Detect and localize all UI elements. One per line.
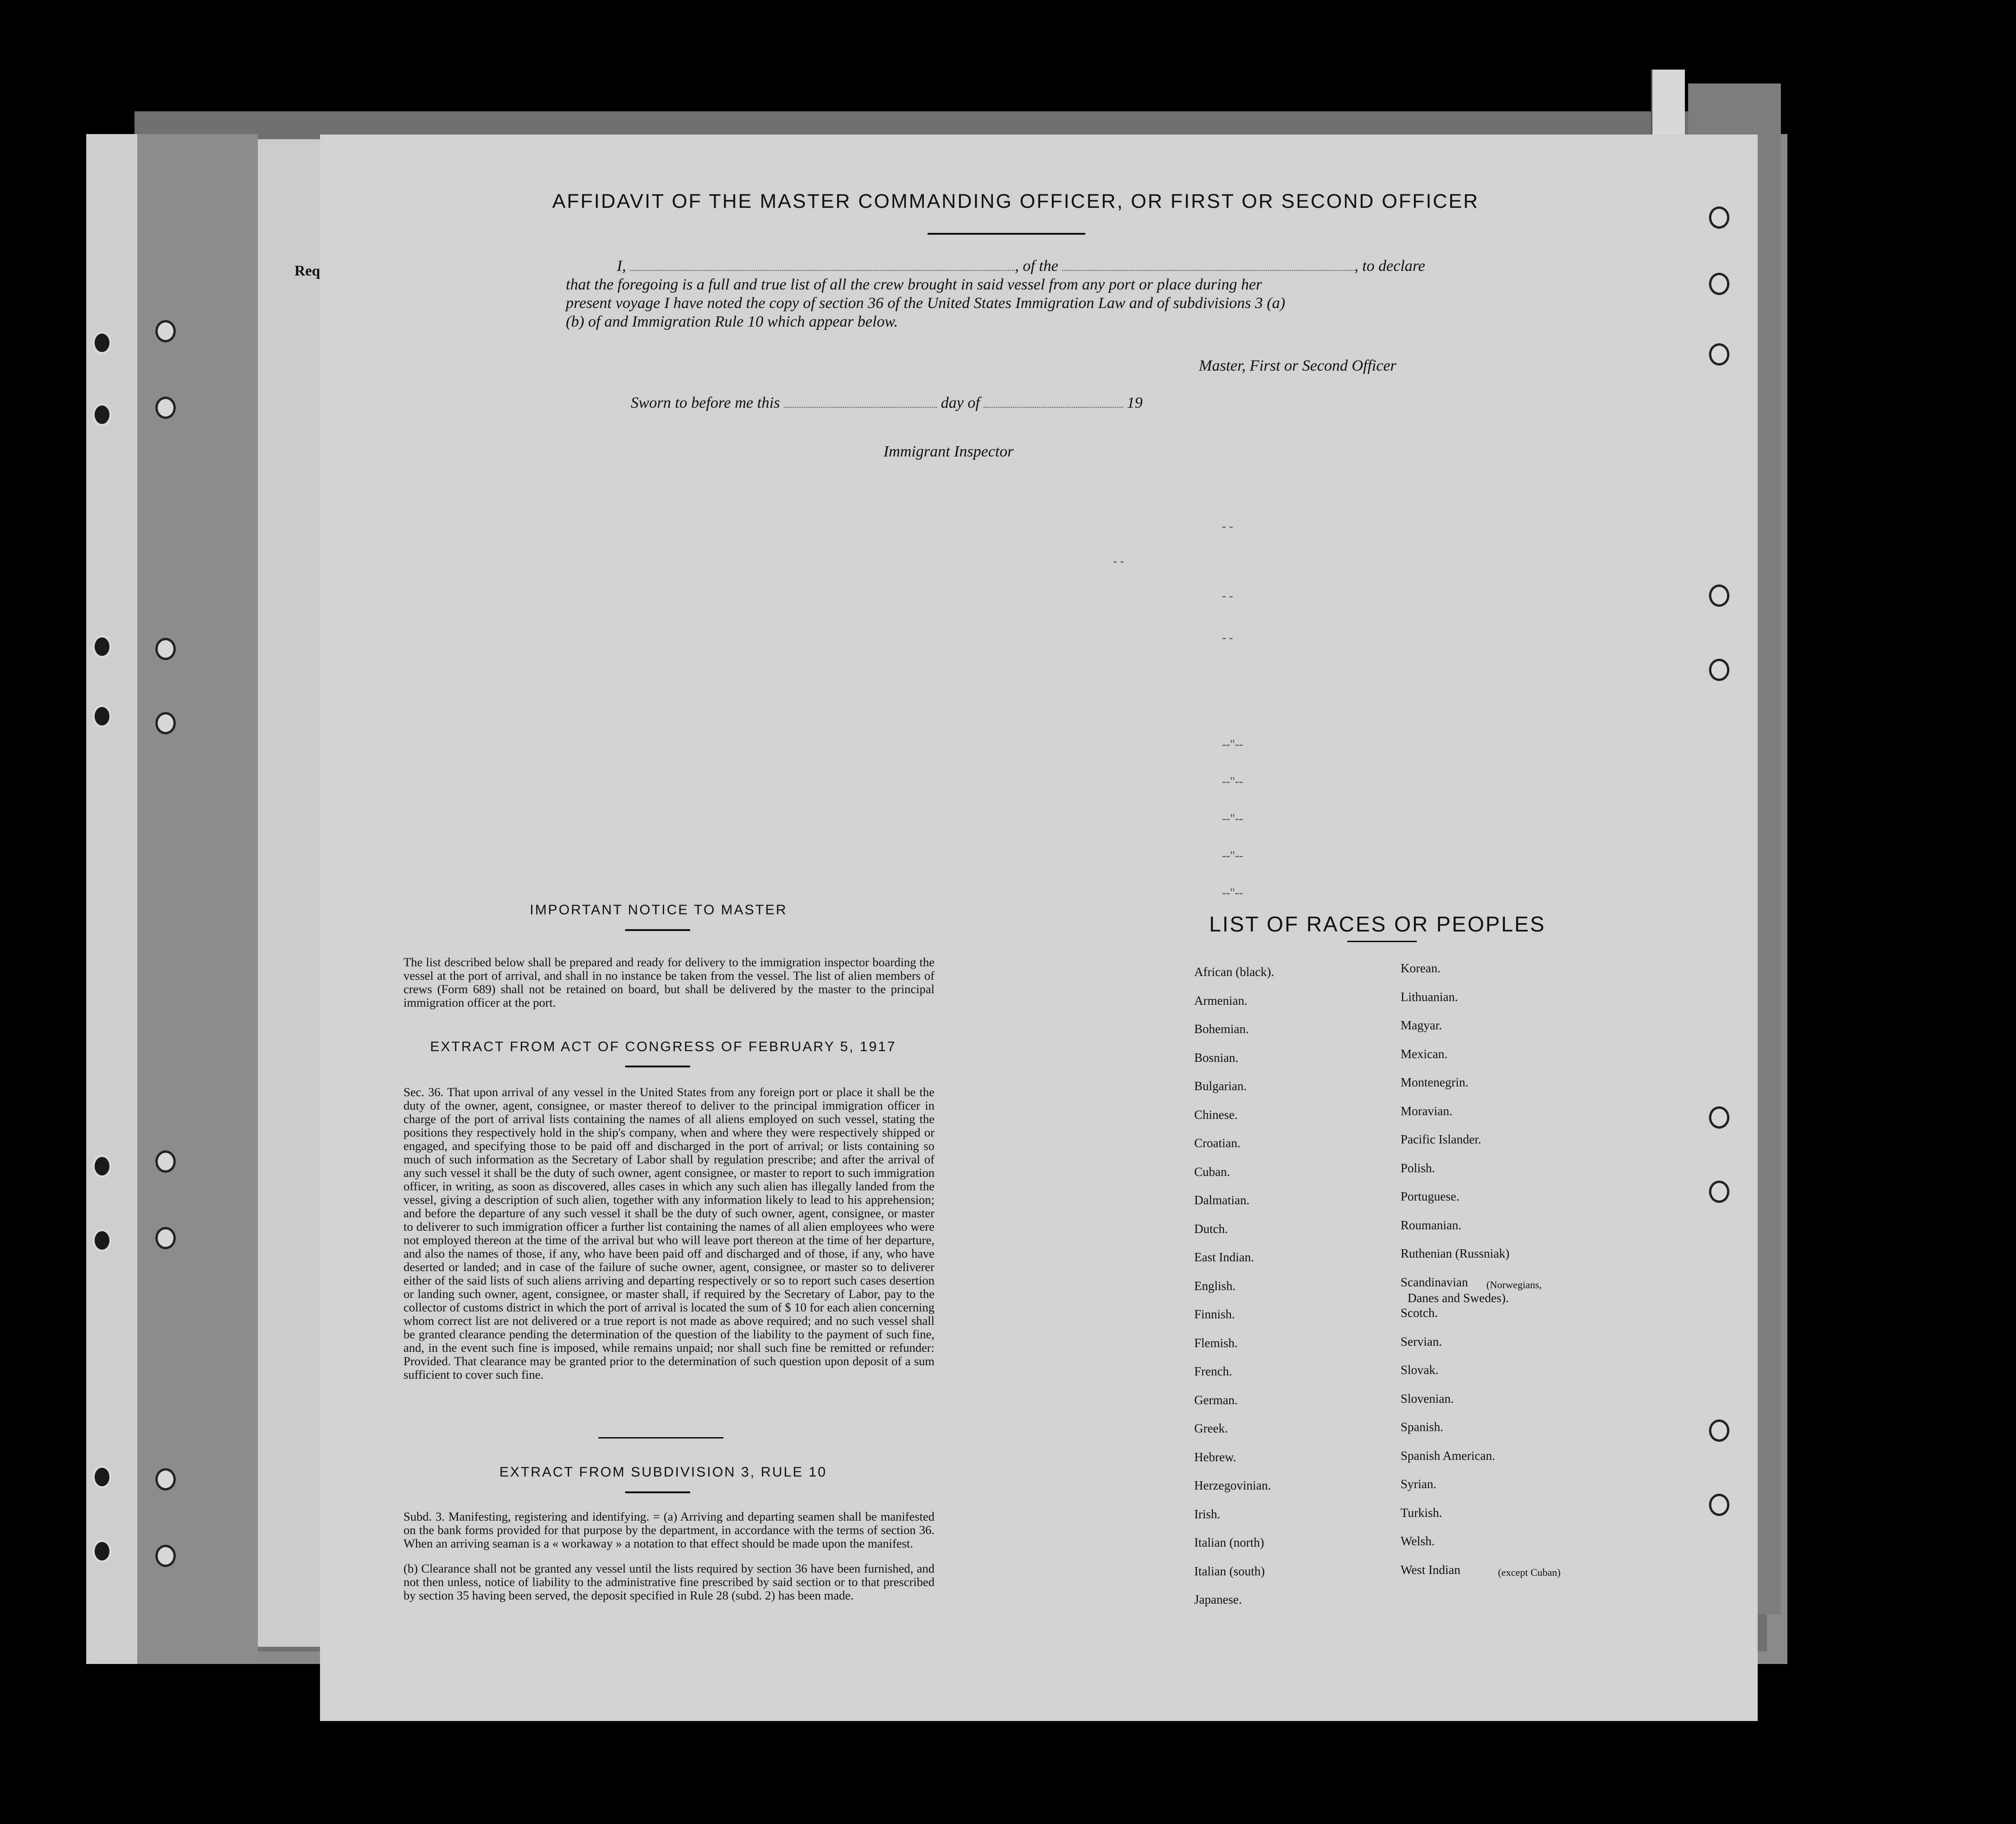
binder-strip	[86, 134, 137, 1664]
name-blank	[630, 270, 1015, 271]
binder-hole	[155, 638, 176, 660]
race-item: Korean.	[1401, 961, 1441, 975]
rule-subd-a: Subd. 3. Manifesting, registering and identifying. = (a) Arriving and departing seamen shall be manifested on the bank forms provided for that purpose by the department, in accordance with the terms of section 36. When an arriving seaman is a « workaway » a notation to that effect should be made upon the manifest.	[403, 1509, 934, 1550]
race-item: Turkish.	[1401, 1505, 1442, 1520]
race-item: Slovak.	[1401, 1363, 1439, 1377]
binder-strip-dark	[137, 134, 258, 1664]
race-item: Dutch.	[1194, 1221, 1228, 1236]
line1-end: , to declare	[1354, 257, 1425, 275]
binder-hole	[1709, 1181, 1729, 1203]
race-item: Flemish.	[1194, 1336, 1238, 1350]
act-heading: EXTRACT FROM ACT OF CONGRESS OF FEBRUARY 5, 1917	[430, 1039, 896, 1054]
title-rule	[928, 233, 1085, 235]
race-item: Lithuanian.	[1401, 989, 1458, 1004]
binder-hole	[1709, 343, 1729, 366]
races-rule	[1347, 941, 1417, 942]
race-item: Magyar.	[1401, 1018, 1442, 1032]
day-of-text: day of	[941, 394, 980, 411]
ditto-mark: - -	[1113, 554, 1124, 568]
day-blank	[784, 407, 937, 408]
race-item: Mexican.	[1401, 1047, 1448, 1061]
ditto-mark: --"--	[1222, 812, 1243, 825]
race-item: English.	[1194, 1278, 1236, 1293]
month-blank	[984, 407, 1123, 408]
ditto-mark: --"--	[1222, 775, 1243, 788]
binder-hole	[155, 320, 176, 342]
binder-hole	[155, 1150, 176, 1173]
race-item: Ruthenian (Russniak)	[1401, 1246, 1510, 1260]
ditto-mark: - -	[1222, 589, 1233, 603]
binder-hole	[1709, 1494, 1729, 1516]
binder-hole	[155, 397, 176, 419]
rule-heading-rule	[625, 1491, 690, 1493]
races-heading: LIST OF RACES OR PEOPLES	[1209, 912, 1546, 936]
act-end-rule	[598, 1437, 723, 1439]
race-item: Bohemian.	[1194, 1022, 1249, 1036]
race-item: Croatian.	[1194, 1136, 1241, 1150]
race-item: Herzegovinian.	[1194, 1478, 1271, 1492]
race-item: Pacific Islander.	[1401, 1132, 1481, 1146]
race-item: Syrian.	[1401, 1477, 1437, 1491]
race-item: Italian (north)	[1194, 1535, 1264, 1549]
race-item: German.	[1194, 1393, 1238, 1407]
race-note-west-indian: (except Cuban)	[1498, 1566, 1561, 1578]
binder-hole	[1709, 659, 1729, 681]
race-item: Irish.	[1194, 1507, 1221, 1521]
race-item: Slovenian.	[1401, 1391, 1454, 1406]
affidavit-line-2: that the foregoing is a full and true list of all the crew brought in said vessel from any port or place during her	[566, 276, 1262, 293]
sworn-line	[631, 394, 1143, 412]
binder-hole	[93, 636, 111, 658]
race-item: West Indian	[1401, 1562, 1461, 1577]
line1-mid: , of the	[1015, 257, 1058, 275]
race-item: Portuguese.	[1401, 1189, 1459, 1203]
underlying-page-edge	[258, 139, 323, 1647]
race-item: Bosnian.	[1194, 1050, 1239, 1065]
rule-heading: EXTRACT FROM SUBDIVISION 3, RULE 10	[499, 1464, 827, 1480]
binder-hole	[93, 1540, 111, 1562]
ditto-mark: --"--	[1222, 886, 1243, 899]
notice-body: The list described below shall be prepared and ready for delivery to the immigration inspector boarding the vessel at the port of arrival, and shall in no instance be taken from the vessel. The list of alien members of crews (Form 689) shall not be retained on board, but shall be delivered by the master to the principal immigration officer at the port.	[403, 955, 934, 1009]
race-item: Cuban.	[1194, 1164, 1230, 1179]
vessel-blank	[1062, 270, 1354, 271]
race-item: Bulgarian.	[1194, 1079, 1247, 1093]
sworn-text: Sworn to before me this	[631, 394, 780, 411]
act-section-36: Sec. 36. That upon arrival of any vessel in the United States from any foreign port or place it shall be the duty of the owner, agent, consignee, or master thereof to deliver to the principal immigration officer in charge of the port of arrival lists containing the names of all aliens employed on such vessel, stating the positions they respectively hold in the ship's company, when and where they were respectively shipped or engaged, and specifying those to be paid off and discharged in the port of arrival; or lists containing so much of such information as the Secretary of Labor shall by regulation prescribe; and after the arrival of any such vessel it shall be the duty of such owner, agent consignee, or master to report to such immigration officer, in writing, as soon as discovered, alles cases in which any such alien has illegally landed from the vessel, giving a description of such alien, together with any information likely to lead to his apprehension; and before the departure of any such vessel it shall be the duty of such owner, agent, consignee, or master to deliverer to such immigration officer a further list containing the names of all alien employees who were not employed thereon at the time of the arrival but who will leave port thereon at the time of her departure, and also the names of those, if any, who have been paid off and discharged and of those, if any, who have deserted or landed; and in case of the failure of suche owner, agent, consignee, or master so to deliverer either of the said lists of such aliens arriving and departing respectively or so to report such cases desertion or landing such owner, agent, consignee, or master shall, if required by the Secretary of Labor, pay to the collector of customs district in which the port of arrival is located the sum of $ 10 for each alien concerning whom correct list are not delivered or a true report is not made as above required; and no such vessel shall be granted clearance pending the determination of the question of the liability to the payment of such fine, and, in the event such fine is imposed, while remains unpaid; nor shall such fine be remitted or refunder: Provided. That clearance may be granted prior to the determination of such question upon deposit of a sum sufficient to cover such fine.	[403, 1085, 934, 1381]
notice-heading: IMPORTANT NOTICE TO MASTER	[530, 902, 787, 918]
race-item: French.	[1194, 1364, 1232, 1378]
binder-hole	[155, 1545, 176, 1567]
race-item: Spanish American.	[1401, 1448, 1495, 1463]
race-note-scandinavian: (Norwegians,	[1486, 1278, 1542, 1291]
affidavit-document	[320, 135, 1758, 1721]
race-item: Finnish.	[1194, 1307, 1235, 1321]
race-item: Scandinavian	[1401, 1275, 1468, 1289]
binder-hole	[1709, 273, 1729, 295]
act-rule	[625, 1066, 690, 1067]
ditto-mark: --"--	[1222, 849, 1243, 862]
affidavit-line-1	[617, 257, 1425, 275]
binder-hole	[93, 1466, 111, 1488]
race-item: Armenian.	[1194, 993, 1248, 1008]
binder-hole	[93, 332, 111, 354]
binder-hole	[155, 1227, 176, 1249]
binder-hole	[93, 705, 111, 727]
binder-hole	[1709, 206, 1729, 229]
affidavit-line-3: present voyage I have noted the copy of section 36 of the United States Immigration Law and of subdivisions 3 (a)	[566, 295, 1286, 312]
race-item: Italian (south)	[1194, 1564, 1265, 1578]
race-item: Greek.	[1194, 1421, 1228, 1435]
race-item: Montenegrin.	[1401, 1075, 1469, 1089]
year-prefix: 19	[1126, 394, 1143, 411]
rule-subd-b: (b) Clearance shall not be granted any vessel until the lists required by section 36 have been furnished, and not then unless, notice of liability to the administrative fine prescribed by said section or to that prescribed by section 35 having been served, the deposit specified in Rule 28 (subd. 2) has been made.	[403, 1561, 934, 1602]
line1-start: I,	[617, 257, 626, 275]
race-item: Danes and Swedes).	[1408, 1291, 1509, 1305]
binder-hole	[93, 404, 111, 426]
race-item: Welsh.	[1401, 1534, 1435, 1548]
race-item: East Indian.	[1194, 1250, 1254, 1264]
race-item: African (black).	[1194, 965, 1274, 979]
binder-hole	[93, 1229, 111, 1252]
race-item: Spanish.	[1401, 1420, 1444, 1434]
binder-hole	[155, 1468, 176, 1490]
ditto-mark: - -	[1222, 631, 1233, 644]
race-item: Dalmatian.	[1194, 1193, 1250, 1207]
binder-hole	[93, 1155, 111, 1177]
binder-hole	[1709, 584, 1729, 607]
race-item: Hebrew.	[1194, 1450, 1236, 1464]
ditto-mark: --"--	[1222, 738, 1243, 751]
affidavit-line-4: (b) of and Immigration Rule 10 which appear below.	[566, 313, 898, 330]
race-item: Chinese.	[1194, 1107, 1238, 1122]
margin-label: Req	[294, 262, 320, 279]
inspector-label: Immigrant Inspector	[883, 443, 1014, 460]
notice-rule	[625, 929, 690, 931]
affidavit-title: AFFIDAVIT OF THE MASTER COMMANDING OFFICER, OR FIRST OR SECOND OFFICER	[552, 190, 1479, 212]
signature-label: Master, First or Second Officer	[1199, 357, 1396, 374]
race-item: Scotch.	[1401, 1306, 1438, 1320]
race-item: Moravian.	[1401, 1104, 1453, 1118]
race-item: Polish.	[1401, 1161, 1435, 1175]
race-item: Servian.	[1401, 1334, 1442, 1349]
binder-hole	[1709, 1106, 1729, 1129]
ditto-mark: - -	[1222, 520, 1233, 533]
binder-hole	[1709, 1419, 1729, 1442]
race-item: Japanese.	[1194, 1593, 1242, 1606]
race-item: Roumanian.	[1401, 1218, 1462, 1232]
binder-hole	[155, 712, 176, 734]
